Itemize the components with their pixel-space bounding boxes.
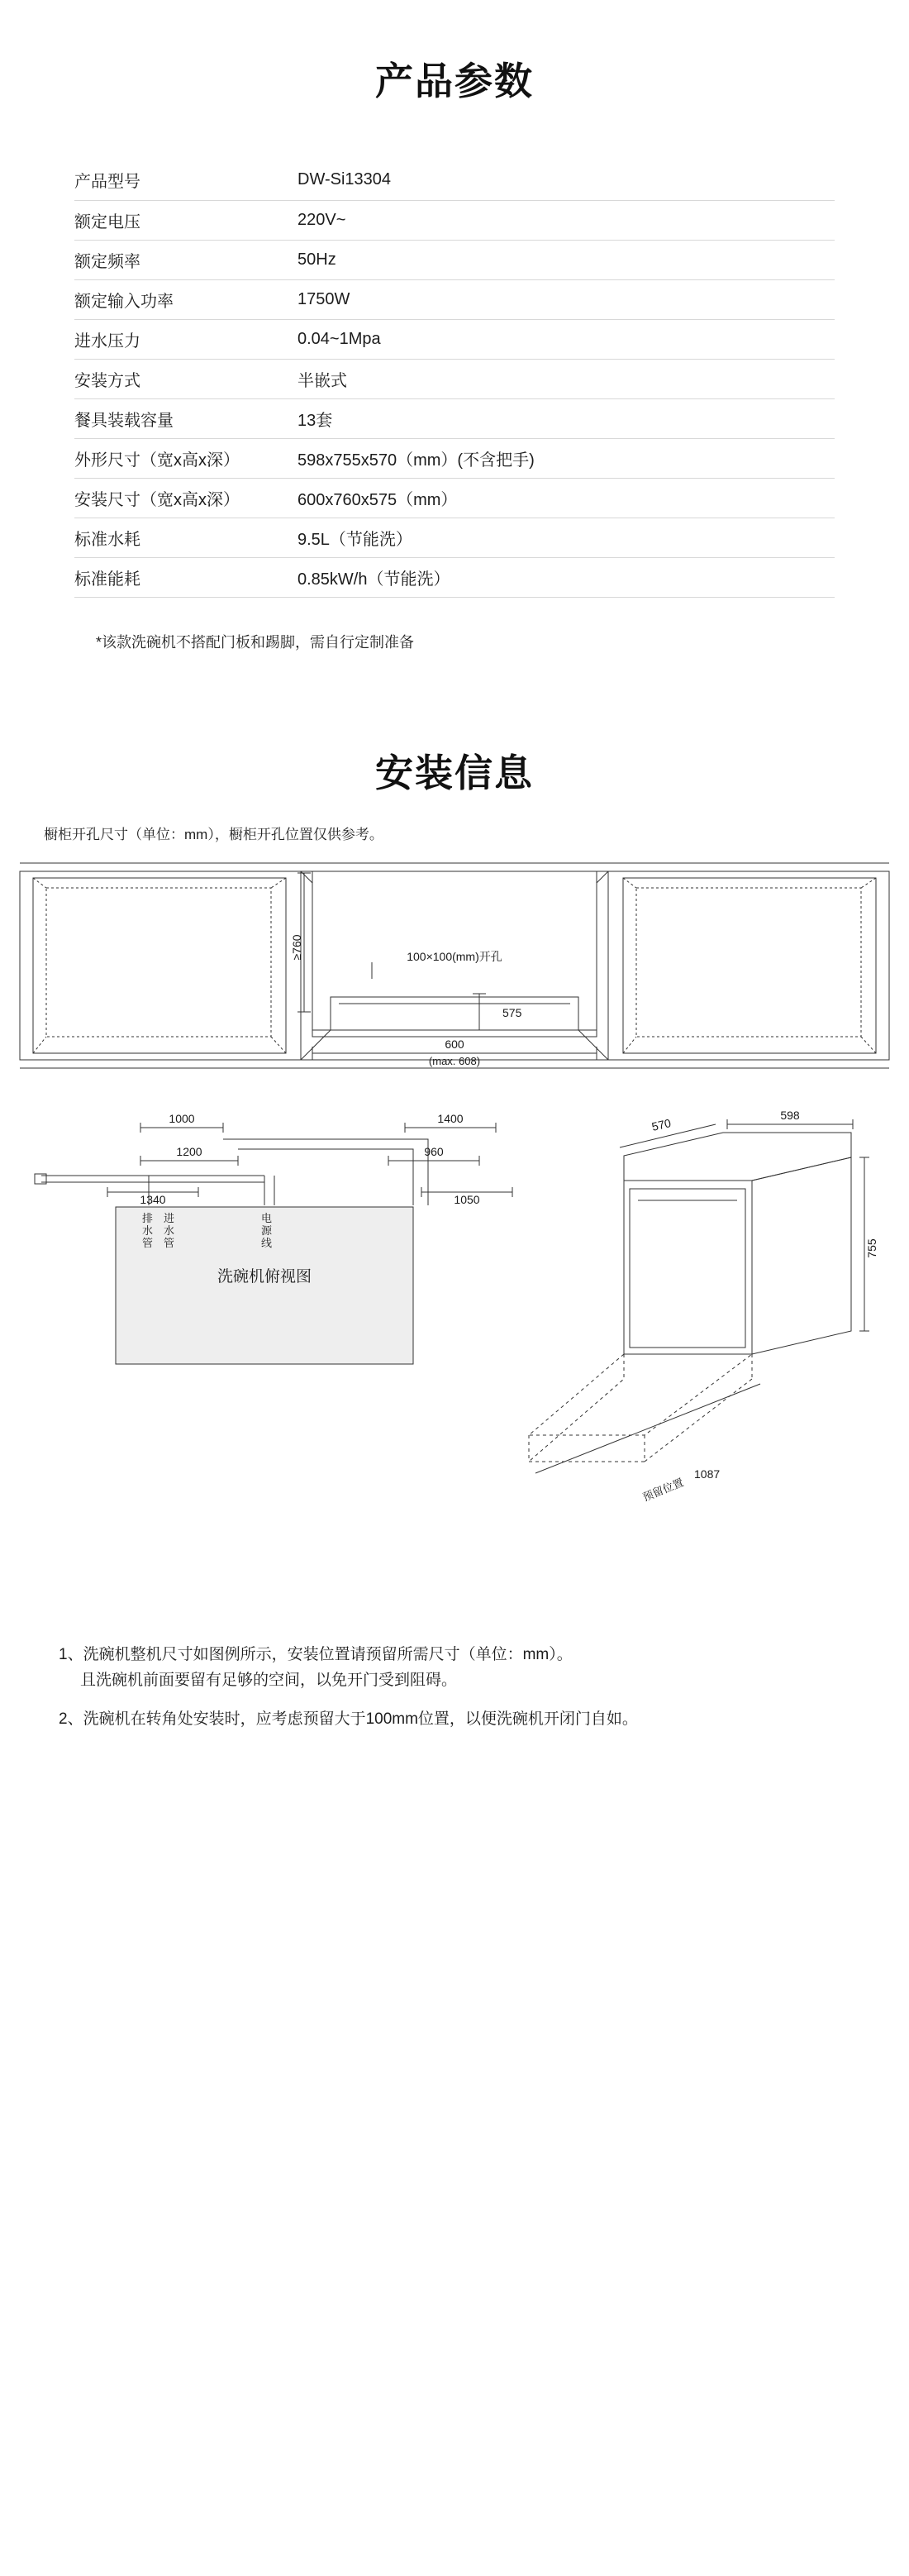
table-row [74,398,835,438]
spec-key: 外形尺寸（宽x高x深） [74,438,297,478]
dim-570-label: 570 [650,1115,673,1133]
spec-key: 餐具装载容量 [74,398,297,438]
table-row [74,518,835,557]
dim-755-label: 755 [865,1238,878,1258]
dim-1050-label: 1050 [454,1192,480,1206]
dim-1340-label: 1340 [140,1192,166,1206]
install-note-1 [59,1642,880,1694]
spec-key: 额定输入功率 [74,279,297,319]
install-note-2 [59,1706,880,1732]
table-row [74,557,835,597]
dim-height-label: ≥760 [290,933,303,961]
spec-table-wrapper [74,160,835,598]
dim-1000-label: 1000 [169,1111,195,1125]
plan-and-iso-drawing [17,1106,892,1569]
table-row [74,359,835,398]
spec-key: 额定电压 [74,200,297,240]
dim-1400-label: 1400 [437,1111,464,1125]
spec-value: 0.85kW/h（节能洗） [297,557,835,597]
dim-opening-label: 100×100(mm)开孔 [407,949,502,963]
install-note-1-line2: 且洗碗机前面要留有足够的空间，以免开门受到阻碍。 [80,1671,458,1689]
dim-width-max-label: (max. 608) [428,1054,481,1067]
table-row [74,279,835,319]
table-row [74,438,835,478]
dim-1087-label: 1087 [694,1467,721,1481]
spec-key: 进水压力 [74,319,297,359]
spec-key: 额定频率 [74,240,297,279]
install-section-title: 安装信息 [375,751,534,794]
spec-value: 0.04~1Mpa [297,319,835,359]
install-notes [29,1642,880,1733]
spec-value: 半嵌式 [297,359,835,398]
spec-value: 50Hz [297,240,835,279]
install-note: 橱柜开孔尺寸（单位：mm），橱柜开孔位置仅供参考。 [44,826,383,842]
spec-footnote: *该款洗碗机不搭配门板和踢脚，需自行定制准备 [96,633,415,651]
spec-value: 1750W [297,279,835,319]
spec-key: 标准水耗 [74,518,297,557]
label-inlet-pipe: 进水管 [164,1211,175,1249]
label-power-cord: 电源线 [261,1211,273,1249]
spec-value: DW-Si13304 [297,160,835,200]
install-note-1-line1: 1、洗碗机整机尺寸如图例所示，安装位置请预留所需尺寸（单位：mm）。 [59,1645,573,1663]
spec-table [74,160,835,598]
cabinet-opening-drawing [17,855,892,1095]
table-row [74,478,835,518]
spec-section-title: 产品参数 [375,60,534,103]
spec-value: 13套 [297,398,835,438]
spec-key: 安装方式 [74,359,297,398]
door-reserve-label: 预留位置 [640,1475,686,1504]
spec-value: 220V~ [297,200,835,240]
table-row [74,240,835,279]
dim-598-label: 598 [780,1108,800,1122]
label-drain-pipe: 排水管 [142,1211,154,1249]
spec-value: 598x755x570（mm）(不含把手) [297,438,835,478]
spec-value: 9.5L（节能洗） [297,518,835,557]
install-note-2-line1: 2、洗碗机在转角处安装时，应考虑预留大于100mm位置，以便洗碗机开闭门自如。 [59,1710,638,1729]
dim-width-label: 600 [445,1037,464,1051]
spec-key: 标准能耗 [74,557,297,597]
table-row [74,319,835,359]
dim-depth-label: 575 [502,1005,522,1019]
table-row [74,200,835,240]
plan-caption: 洗碗机俯视图 [217,1267,312,1286]
dim-1200-label: 1200 [176,1144,202,1158]
spec-value: 600x760x575（mm） [297,478,835,518]
dim-960-label: 960 [424,1144,444,1158]
spec-key: 安装尺寸（宽x高x深） [74,478,297,518]
spec-key: 产品型号 [74,160,297,200]
table-row [74,160,835,200]
